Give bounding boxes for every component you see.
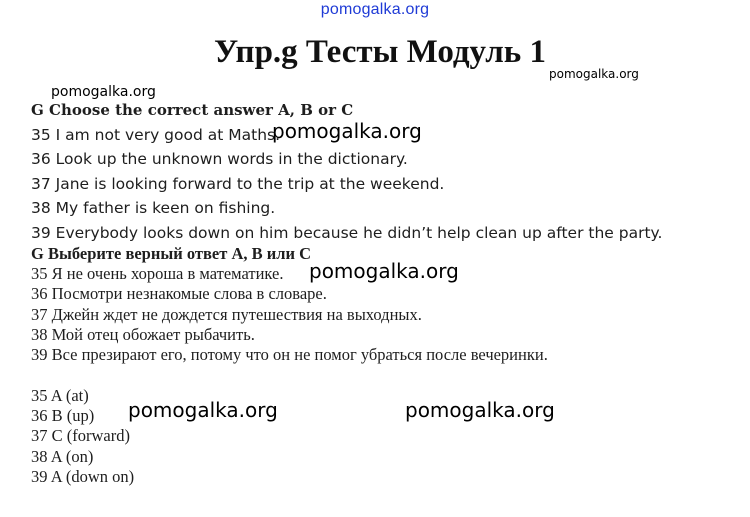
- russian-item-38: 38 Мой отец обожает рыбачить.: [31, 324, 255, 344]
- russian-exercise: [31, 244, 548, 365]
- watermark-top: pomogalka.org: [320, 1, 430, 18]
- answer-37: 37 C (forward): [31, 426, 130, 446]
- english-item-39: 39 Everybody looks down on him because he didn’t help clean up after the party.: [31, 223, 663, 242]
- russian-item-35: 35 Я не очень хороша в математике.: [31, 264, 284, 284]
- answers-list: [31, 386, 134, 487]
- watermark-answers-right: pomogalka.org: [405, 398, 555, 422]
- russian-item-39: 39 Все презирают его, потому что он не помог убраться после вечеринки.: [31, 344, 548, 364]
- english-item-38: 38 My father is keen on fishing.: [31, 199, 276, 217]
- watermark-after-q35-english: pomogalka.org: [272, 119, 422, 143]
- english-heading: G Choose the correct answer A, B or C: [31, 101, 354, 119]
- answer-36: 36 B (up): [31, 406, 95, 426]
- watermark-after-q35-russian: pomogalka.org: [309, 259, 459, 283]
- english-item-37: 37 Jane is looking forward to the trip at the weekend.: [31, 174, 445, 193]
- page-title: Упр.g Тесты Модуль 1: [214, 34, 546, 70]
- watermark-left-heading: pomogalka.org: [51, 84, 156, 100]
- watermark-answers-middle: pomogalka.org: [128, 398, 278, 422]
- answer-38: 38 A (on): [31, 446, 94, 466]
- english-item-35: 35 I am not very good at Maths.: [31, 125, 281, 144]
- answer-35: 35 A (at): [31, 386, 89, 405]
- russian-heading: G Выберите верный ответ A, B или C: [31, 244, 312, 263]
- russian-item-37: 37 Джейн ждет не дождется путешествия на выходных.: [31, 304, 422, 324]
- english-item-36: 36 Look up the unknown words in the dictionary.: [31, 150, 408, 168]
- russian-item-36: 36 Посмотри незнакомые слова в словаре.: [31, 284, 327, 304]
- watermark-title-right: pomogalka.org: [549, 67, 639, 81]
- answer-39: 39 A (down on): [31, 466, 135, 486]
